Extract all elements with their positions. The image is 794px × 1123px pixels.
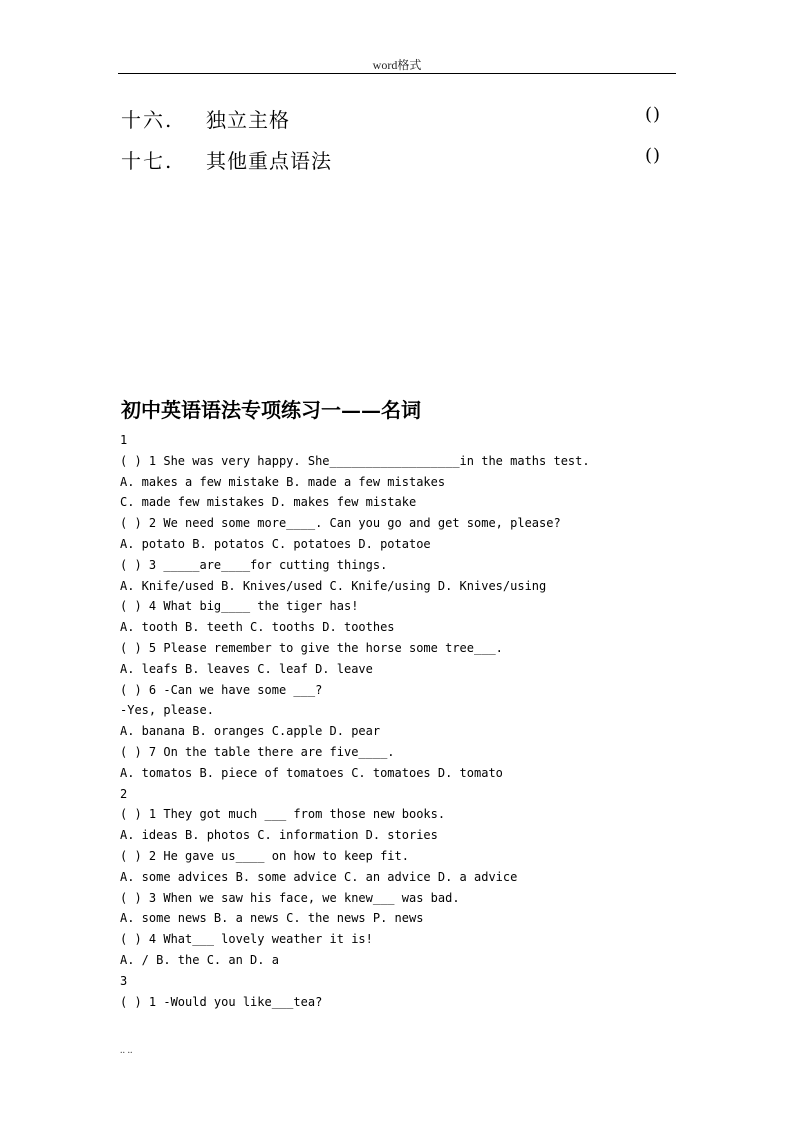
exercise-line: A. potato B. potatos C. potatoes D. potatoe <box>120 536 431 551</box>
exercise-line: A. banana B. oranges C.apple D. pear <box>120 724 381 739</box>
exercise-line: A. some advices B. some advice C. an advice D. a advice <box>120 869 518 884</box>
toc-title: 独立主格 <box>206 108 290 132</box>
toc-number: 十七. <box>121 149 174 173</box>
toc-entry-17 <box>121 145 661 175</box>
toc-entry-16 <box>121 104 661 134</box>
exercise-line: 3 <box>120 973 128 988</box>
exercise-line: -Yes, please. <box>120 703 214 718</box>
page-header: word格式 <box>372 58 422 72</box>
exercise-line: 1 <box>120 433 128 447</box>
exercise-line: ( ) 5 Please remember to give the horse some tree___. <box>120 640 503 655</box>
section-title: 初中英语语法专项练习一——名词 <box>121 398 421 422</box>
exercise-line: A. Knife/used B. Knives/used C. Knife/using D. Knives/using <box>120 578 547 593</box>
toc-title: 其他重点语法 <box>206 149 332 173</box>
exercise-line: ( ) 3 When we saw his face, we knew___ was bad. <box>120 890 460 905</box>
exercise-line: ( ) 1 -Would you like___tea? <box>120 994 323 1009</box>
exercise-line: C. made few mistakes D. makes few mistake <box>120 495 417 510</box>
exercise-line: ( ) 2 He gave us____ on how to keep fit. <box>120 848 409 863</box>
exercise-line: A. leafs B. leaves C. leaf D. leave <box>120 661 373 676</box>
exercise-line: ( ) 4 What big____ the tiger has! <box>120 599 359 614</box>
exercise-line: ( ) 4 What___ lovely weather it is! <box>120 932 373 947</box>
exercise-line: ( ) 7 On the table there are five____. <box>120 744 395 759</box>
exercise-line: A. some news B. a news C. the news P. news <box>120 911 424 926</box>
exercise-line: ( ) 3 _____are____for cutting things. <box>120 557 388 572</box>
exercise-line: ( ) 1 They got much ___ from those new books. <box>120 807 446 822</box>
exercise-line: A. tomatos B. piece of tomatoes C. tomatoes D. tomato <box>120 765 503 780</box>
exercise-line: 2 <box>120 786 128 801</box>
exercise-line: ( ) 6 -Can we have some ___? <box>120 682 323 697</box>
exercise-line: A. ideas B. photos C. information D. stories <box>120 828 438 843</box>
toc-number: 十六. <box>121 108 174 132</box>
exercise-list <box>120 430 680 1012</box>
exercise-line: A. / B. the C. an D. a <box>120 952 279 967</box>
exercise-line: ( ) 1 She was very happy. She__________________in the maths test. <box>120 453 590 468</box>
page-footer: .. .. <box>120 1045 133 1056</box>
toc-parentheses: () <box>644 145 661 166</box>
toc-parentheses: () <box>644 104 661 125</box>
exercise-line: ( ) 2 We need some more____. Can you go and get some, please? <box>120 516 561 531</box>
exercise-line: A. makes a few mistake B. made a few mistakes <box>120 474 446 489</box>
header-rule <box>118 73 676 74</box>
exercise-line: A. tooth B. teeth C. tooths D. toothes <box>120 620 395 635</box>
